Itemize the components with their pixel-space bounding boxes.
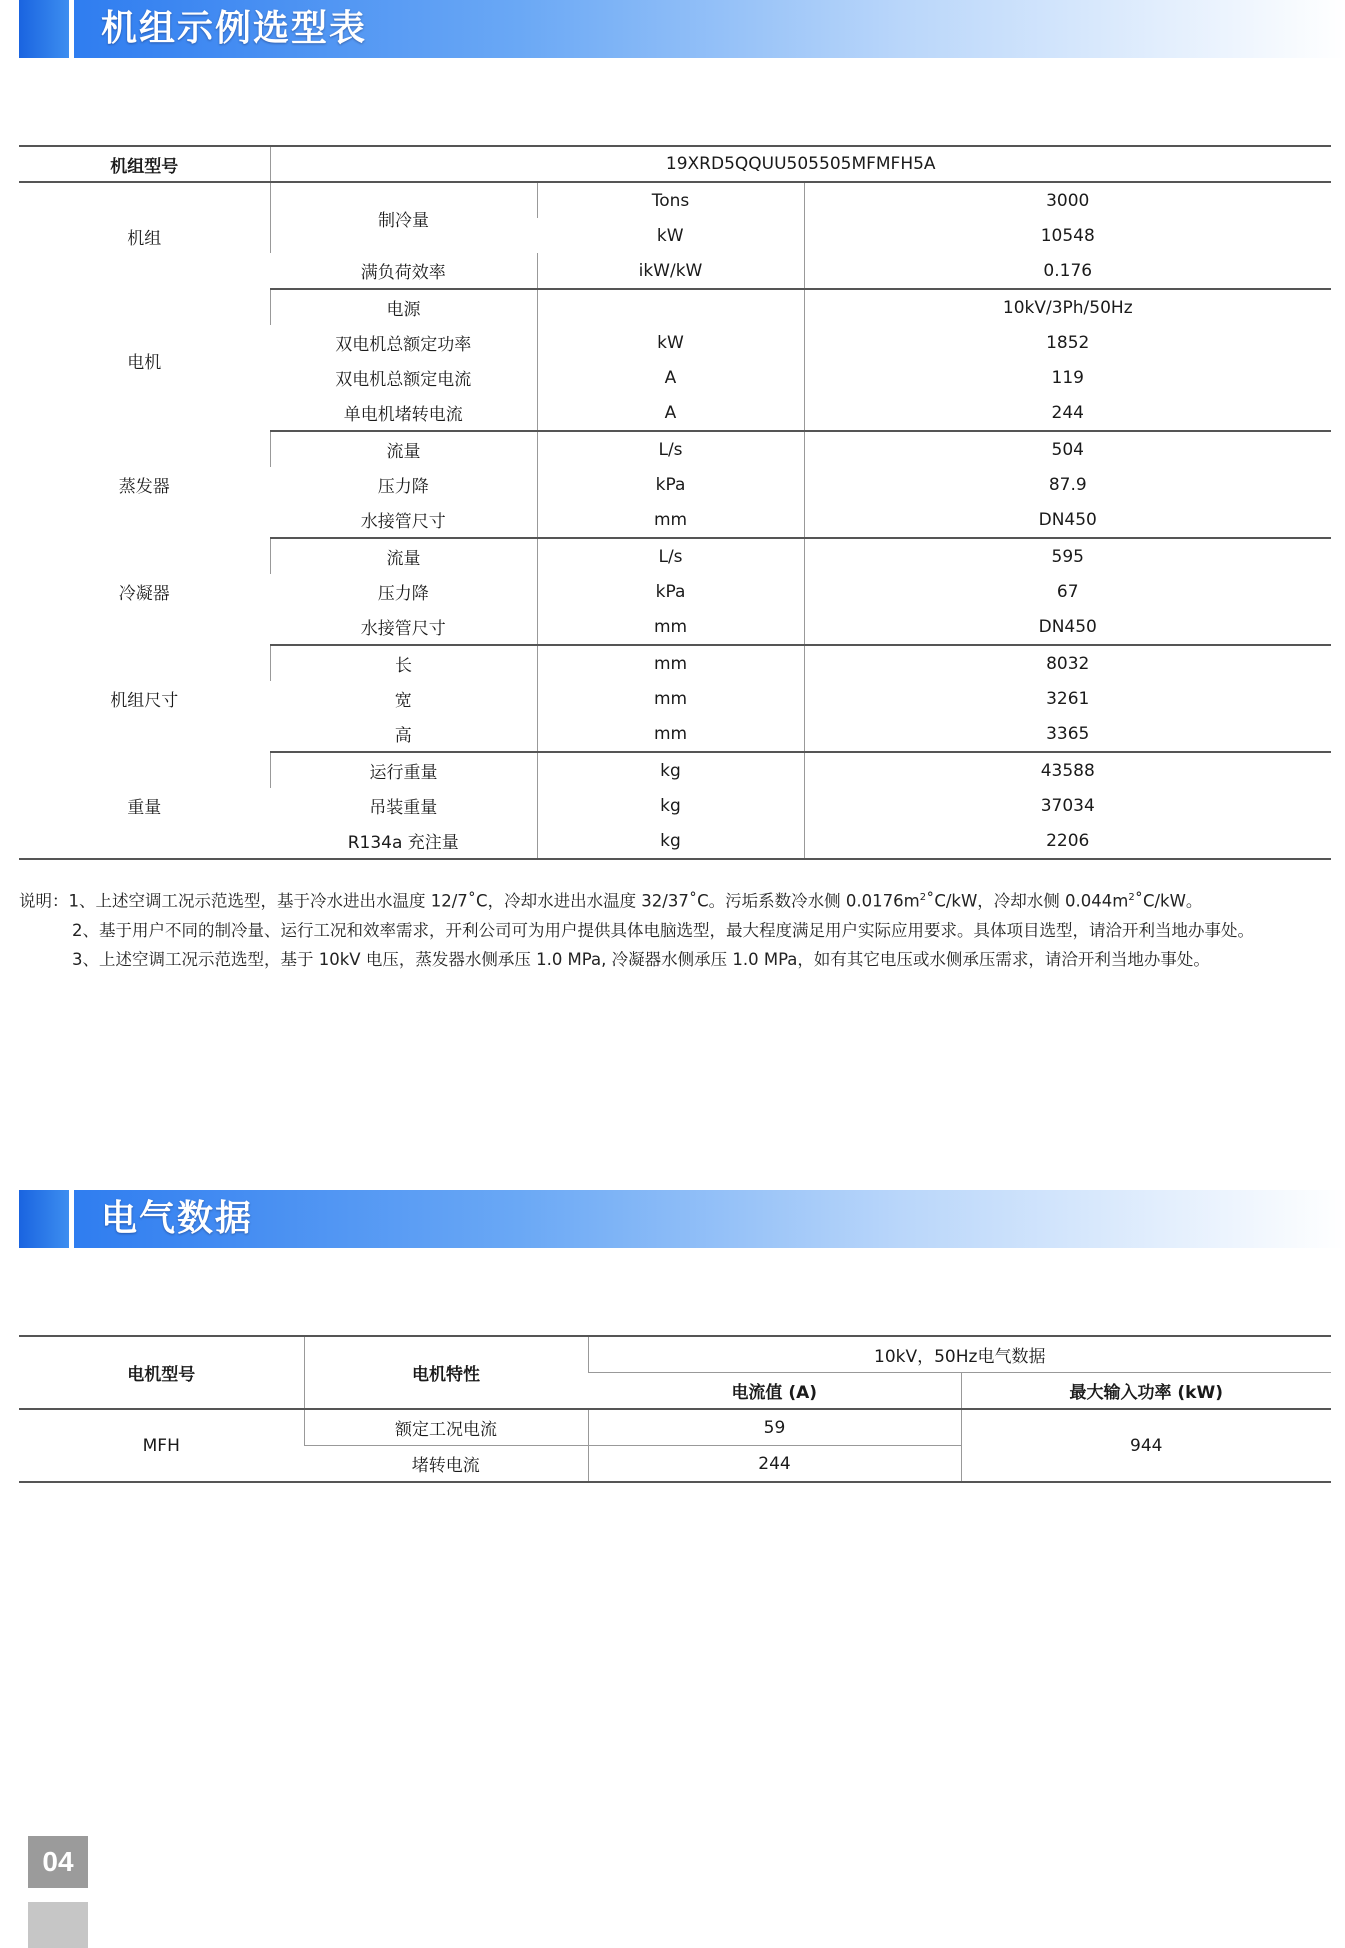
param-label: 流量 <box>270 431 537 467</box>
unit-cell: A <box>537 395 804 431</box>
table-row <box>19 431 1331 467</box>
unit-cell: ikW/kW <box>537 253 804 289</box>
param-label: 单电机堵转电流 <box>270 395 537 431</box>
table-row <box>19 289 1331 325</box>
feature-cell: 堵转电流 <box>411 1456 480 1476</box>
table-row <box>19 1409 1331 1446</box>
unit-cell: A <box>537 360 804 395</box>
param-label: 运行重量 <box>270 752 537 788</box>
value-cell: 3000 <box>804 182 1331 218</box>
param-label: 流量 <box>270 538 537 574</box>
unit-cell: mm <box>537 609 804 645</box>
unit-cell: L/s <box>537 431 804 467</box>
notes <box>19 883 1345 974</box>
group-unit: 机组 <box>127 228 162 249</box>
model-value: 19XRD5QQUU505505MFMFH5A <box>270 146 1331 182</box>
value-cell: 119 <box>804 360 1331 395</box>
param-label: R134a 充注量 <box>347 833 459 853</box>
table-row <box>19 538 1331 574</box>
value-cell: DN450 <box>804 609 1331 645</box>
section-header-selection <box>19 0 1345 58</box>
current-cell: 244 <box>588 1446 961 1483</box>
value-cell: 3261 <box>804 681 1331 716</box>
table-row <box>19 182 1331 218</box>
note-1: 说明：1、上述空调工况示范选型，基于冷水进出水温度 12/7˚C，冷却水进出水温度 32/37˚C。污垢系数冷水侧 $0.0176m^2˚C/kW$，冷却水侧 $0.044m^2˚C/kW$。 <box>19 891 1203 911</box>
col-current: 电流值 (A) <box>588 1373 961 1410</box>
param-label: 吊装重量 <box>369 798 438 818</box>
section-title: 电气数据 <box>101 1198 254 1239</box>
header-gradient-bar <box>74 1190 1345 1248</box>
param-label: 长 <box>270 645 537 681</box>
group-motor: 电机 <box>127 352 162 373</box>
unit-cell: kPa <box>537 574 804 609</box>
feature-cell: 额定工况电流 <box>304 1409 588 1446</box>
param-label: 高 <box>270 716 537 752</box>
param-label: 双电机总额定电流 <box>335 370 472 390</box>
header-accent-bar <box>19 0 69 58</box>
unit-cell: kg <box>537 823 804 859</box>
value-cell: 37034 <box>804 788 1331 823</box>
unit-cell <box>537 289 804 325</box>
unit-cell: L/s <box>537 538 804 574</box>
unit-cell: mm <box>537 681 804 716</box>
table-row <box>19 645 1331 681</box>
col-motor-model: 电机型号 <box>19 1336 304 1409</box>
value-cell: 2206 <box>804 823 1331 859</box>
unit-cell: kPa <box>537 467 804 502</box>
col-motor-feature: 电机特性 <box>304 1336 588 1409</box>
page-number: 04 <box>28 1836 88 1888</box>
section-header-electrical <box>19 1190 1345 1248</box>
group-dimensions: 机组尺寸 <box>110 691 179 711</box>
value-cell: DN450 <box>804 502 1331 538</box>
note-3: 3、上述空调工况示范选型，基于 10kV 电压，蒸发器水侧承压 1.0 MPa, 冷凝器水侧承压 1.0 MPa，如有其它电压或水侧承压需求，请洽开利当地办事处。 <box>72 949 1210 969</box>
value-cell: 1852 <box>804 325 1331 360</box>
param-label: 双电机总额定功率 <box>335 335 472 355</box>
param-label: 压力降 <box>377 477 429 497</box>
unit-cell: kg <box>537 788 804 823</box>
value-cell: 8032 <box>804 645 1331 681</box>
col-power: 最大输入功率 (kW) <box>961 1373 1331 1410</box>
value-cell: 3365 <box>804 716 1331 752</box>
table-row <box>19 146 1331 182</box>
power-cell: 944 <box>961 1409 1331 1482</box>
value-cell: 10548 <box>804 218 1331 253</box>
table-row <box>19 1336 1331 1373</box>
param-label: 压力降 <box>377 584 429 604</box>
param-label: 制冷量 <box>270 182 537 253</box>
unit-cell: mm <box>537 502 804 538</box>
selection-table <box>19 145 1331 860</box>
unit-cell: kW <box>537 325 804 360</box>
group-weight: 重量 <box>127 797 162 818</box>
value-cell: 504 <box>804 431 1331 467</box>
param-label: 电源 <box>270 289 537 325</box>
value-cell: 595 <box>804 538 1331 574</box>
group-condenser: 冷凝器 <box>118 584 170 604</box>
electrical-table <box>19 1335 1331 1483</box>
value-cell: 244 <box>804 395 1331 431</box>
param-label: 满负荷效率 <box>270 253 537 289</box>
section-title: 机组示例选型表 <box>101 8 368 49</box>
page-tab-decoration <box>28 1902 88 1948</box>
note-2: 2、基于用户不同的制冷量、运行工况和效率需求，开利公司可为用户提供具体电脑选型，最大程度满足用户实际应用要求。具体项目选型，请洽开利当地办事处。 <box>72 920 1254 940</box>
unit-cell: Tons <box>537 182 804 218</box>
param-label: 水接管尺寸 <box>270 609 537 645</box>
value-cell: 87.9 <box>804 467 1331 502</box>
value-cell: 67 <box>804 574 1331 609</box>
unit-cell: mm <box>537 716 804 752</box>
param-label: 宽 <box>394 691 412 711</box>
table-row <box>19 752 1331 788</box>
col-electrical-group: 10kV，50Hz电气数据 <box>588 1336 1331 1373</box>
unit-cell: mm <box>537 645 804 681</box>
value-cell: 10kV/3Ph/50Hz <box>804 289 1331 325</box>
param-label: 水接管尺寸 <box>270 502 537 538</box>
header-accent-bar <box>19 1190 69 1248</box>
current-cell: 59 <box>588 1409 961 1446</box>
value-cell: 0.176 <box>804 253 1331 289</box>
motor-model-cell: MFH <box>142 1435 180 1456</box>
model-label: 机组型号 <box>19 146 270 182</box>
group-evaporator: 蒸发器 <box>118 477 170 497</box>
value-cell: 43588 <box>804 752 1331 788</box>
unit-cell: kg <box>537 752 804 788</box>
unit-cell: kW <box>656 225 684 246</box>
